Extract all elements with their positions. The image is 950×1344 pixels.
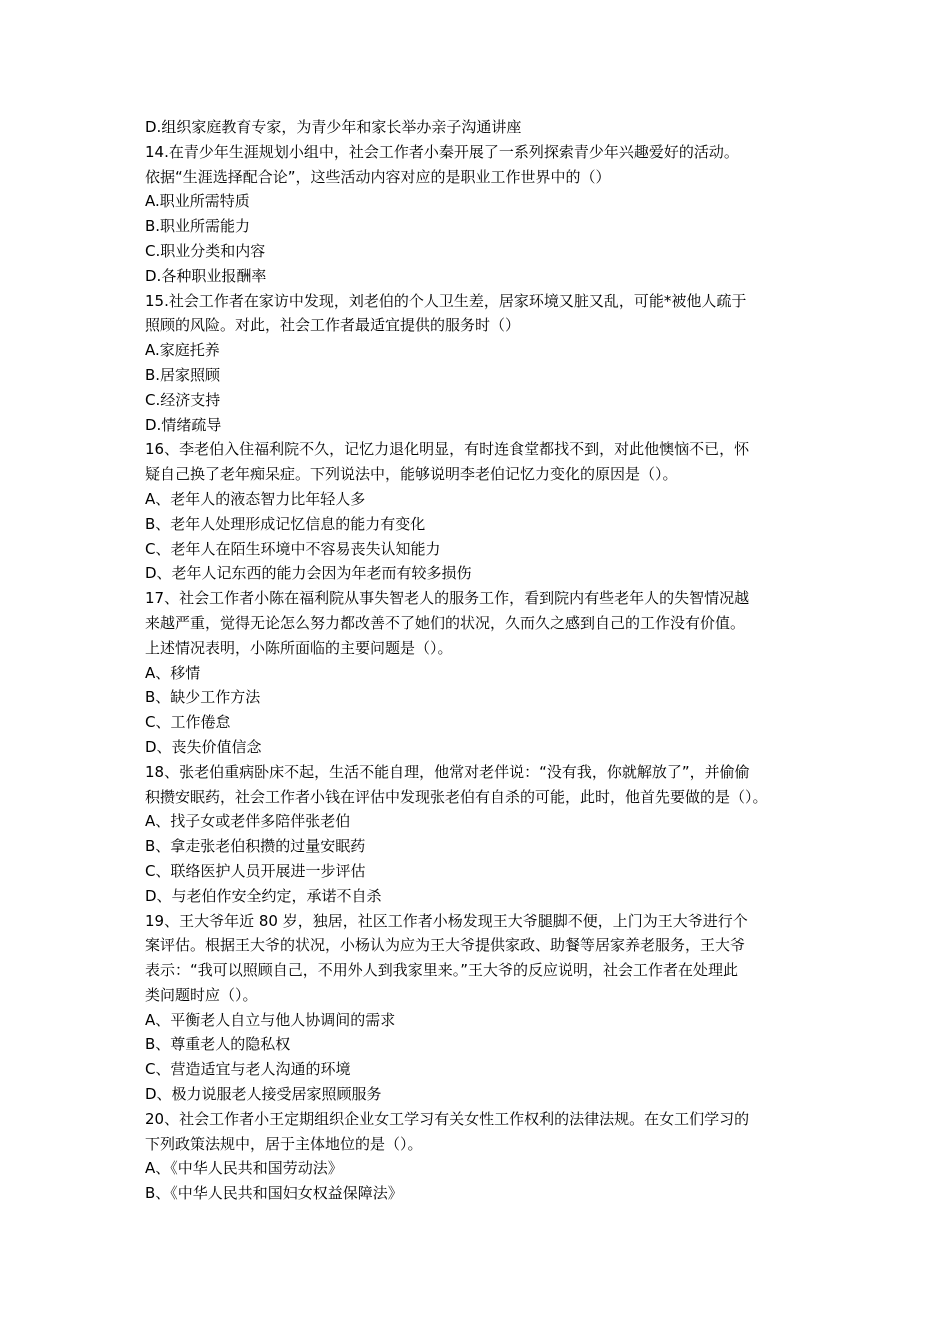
question-17-stem-line-2: 来越严重，觉得无论怎么努力都改善不了她们的状况，久而久之感到自己的工作没有价值。 [145,613,746,632]
question-15-stem-line-2: 照顾的风险。对此，社会工作者最适宜提供的服务时（） [145,316,521,335]
option-18-a: A、找子女或老伴多陪伴张老伯 [145,812,351,831]
question-19-stem-line-2: 案评估。根据王大爷的状况，小杨认为应为王大爷提供家政、助餐等居家养老服务，王大爷 [145,936,746,955]
option-13-d: D.组织家庭教育专家，为青少年和家长举办亲子沟通讲座 [145,118,522,136]
question-17-stem-line-3: 上述情况表明，小陈所面临的主要问题是（）。 [145,638,453,657]
question-18-stem-line-1: 18、张老伯重病卧床不起，生活不能自理，他常对老伴说：“没有我，你就解放了”，并偷偷 [145,762,750,781]
option-17-d: D、丧失价值信念 [145,737,262,756]
option-19-c: C、营造适宜与老人沟通的环境 [145,1060,351,1079]
option-18-c: C、联络医护人员开展进一步评估 [145,861,366,880]
option-17-b: B、缺少工作方法 [145,688,261,707]
option-15-d: D.情绪疏导 [145,415,222,434]
question-19-stem-line-4: 类问题时应（）。 [145,985,258,1004]
option-17-c: C、工作倦怠 [145,713,231,732]
option-20-b: B、《中华人民共和国妇女权益保障法》 [145,1184,403,1203]
option-17-a: A、移情 [145,663,201,682]
option-15-a: A.家庭托养 [145,341,220,360]
option-14-d: D.各种职业报酬率 [145,266,267,285]
document-page [145,115,813,1206]
question-17-stem-line-1: 17、社会工作者小陈在福利院从事失智老人的服务工作，看到院内有些老年人的失智情况越 [145,589,750,608]
question-18-stem-line-2: 积攒安眠药，社会工作者小钱在评估中发现张老伯有自杀的可能，此时，他首先要做的是（）。 [145,787,768,806]
option-19-a: A、平衡老人自立与他人协调间的需求 [145,1010,396,1029]
option-16-c: C、老年人在陌生环境中不容易丧失认知能力 [145,539,441,558]
option-19-d: D、极力说服老人接受居家照顾服务 [145,1085,382,1104]
question-19-stem-line-1: 19、王大爷年近 80 岁，独居，社区工作者小杨发现王大爷腿脚不便，上门为王大爷进行个 [145,911,748,930]
question-20-stem-line-2: 下列政策法规中，居于主体地位的是（）。 [145,1134,423,1153]
question-14-stem-line-2: 依据“生涯选择配合论”，这些活动内容对应的是职业工作世界中的（） [145,167,611,186]
question-16-stem-line-1: 16、李老伯入住福利院不久，记忆力退化明显，有时连食堂都找不到，对此他懊恼不已，怀 [145,440,750,459]
question-20-stem-line-1: 20、社会工作者小王定期组织企业女工学习有关女性工作权利的法律法规。在女工们学习的 [145,1109,750,1128]
option-16-d: D、老年人记东西的能力会因为年老而有较多损伤 [145,564,472,583]
option-14-c: C.职业分类和内容 [145,241,266,260]
question-14-stem-line-1: 14.在青少年生涯规划小组中，社会工作者小秦开展了一系列探索青少年兴趣爱好的活动。 [145,142,739,161]
option-18-d: D、与老伯作安全约定，承诺不自杀 [145,886,382,905]
question-16-stem-line-2: 疑自己换了老年痴呆症。下列说法中，能够说明李老伯记忆力变化的原因是（）。 [145,465,678,484]
option-14-b: B.职业所需能力 [145,217,251,236]
option-15-b: B.居家照顾 [145,365,221,384]
option-14-a: A.职业所需特质 [145,192,250,211]
question-19-stem-line-3: 表示：“我可以照顾自己，不用外人到我家里来。”王大爷的反应说明，社会工作者在处理此 [145,961,739,980]
option-20-a: A、《中华人民共和国劳动法》 [145,1159,343,1178]
option-15-c: C.经济支持 [145,390,221,409]
option-19-b: B、尊重老人的隐私权 [145,1035,291,1054]
option-16-b: B、老年人处理形成记忆信息的能力有变化 [145,514,426,533]
option-16-a: A、老年人的液态智力比年轻人多 [145,489,366,508]
option-18-b: B、拿走张老伯积攒的过量安眠药 [145,837,366,856]
question-15-stem-line-1: 15.社会工作者在家访中发现，刘老伯的个人卫生差，居家环境又脏又乱，可能*被他人疏于 [145,291,747,310]
